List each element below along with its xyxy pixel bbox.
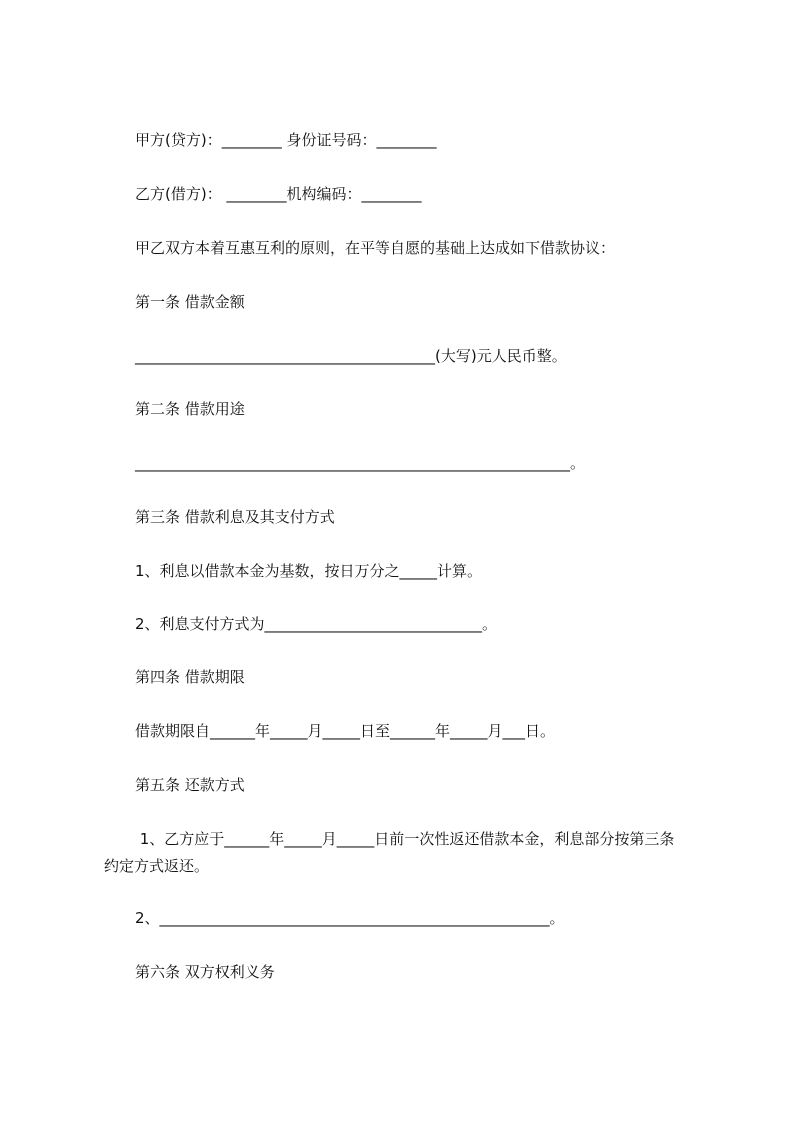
party-a-line: 甲方(贷方)：________ 身份证号码：________ — [135, 131, 437, 149]
intro-paragraph: 甲乙双方本着互惠互利的原则，在平等自愿的基础上达成如下借款协议： — [135, 239, 616, 257]
loan-term-line: 借款期限自______年_____月_____日至______年_____月___日。 — [135, 722, 556, 740]
repayment-clause-2: 2、____________________________________________________。 — [135, 909, 565, 927]
article-4-title: 第四条 借款期限 — [135, 668, 245, 686]
repayment-clause-1: 1、乙方应于______年_____月_____日前一次性返还借款本金，利息部分按第三条 — [135, 830, 675, 848]
loan-amount-line: ________________________________________(大写)元人民币整。 — [135, 347, 567, 365]
loan-purpose-line: __________________________________________________________。 — [135, 454, 586, 472]
article-3-title: 第三条 借款利息及其支付方式 — [135, 508, 335, 526]
article-5-title: 第五条 还款方式 — [135, 776, 245, 794]
article-6-title: 第六条 双方权利义务 — [135, 963, 275, 981]
article-1-title: 第一条 借款金额 — [135, 293, 245, 311]
interest-rate-line: 1、利息以借款本金为基数，按日万分之_____计算。 — [135, 562, 483, 580]
repayment-clause-1-continued: 约定方式返还。 — [104, 857, 210, 875]
interest-payment-line: 2、利息支付方式为_____________________________。 — [135, 615, 498, 633]
party-b-line: 乙方(借方)： ________机构编码：________ — [135, 185, 422, 203]
article-2-title: 第二条 借款用途 — [135, 400, 245, 418]
